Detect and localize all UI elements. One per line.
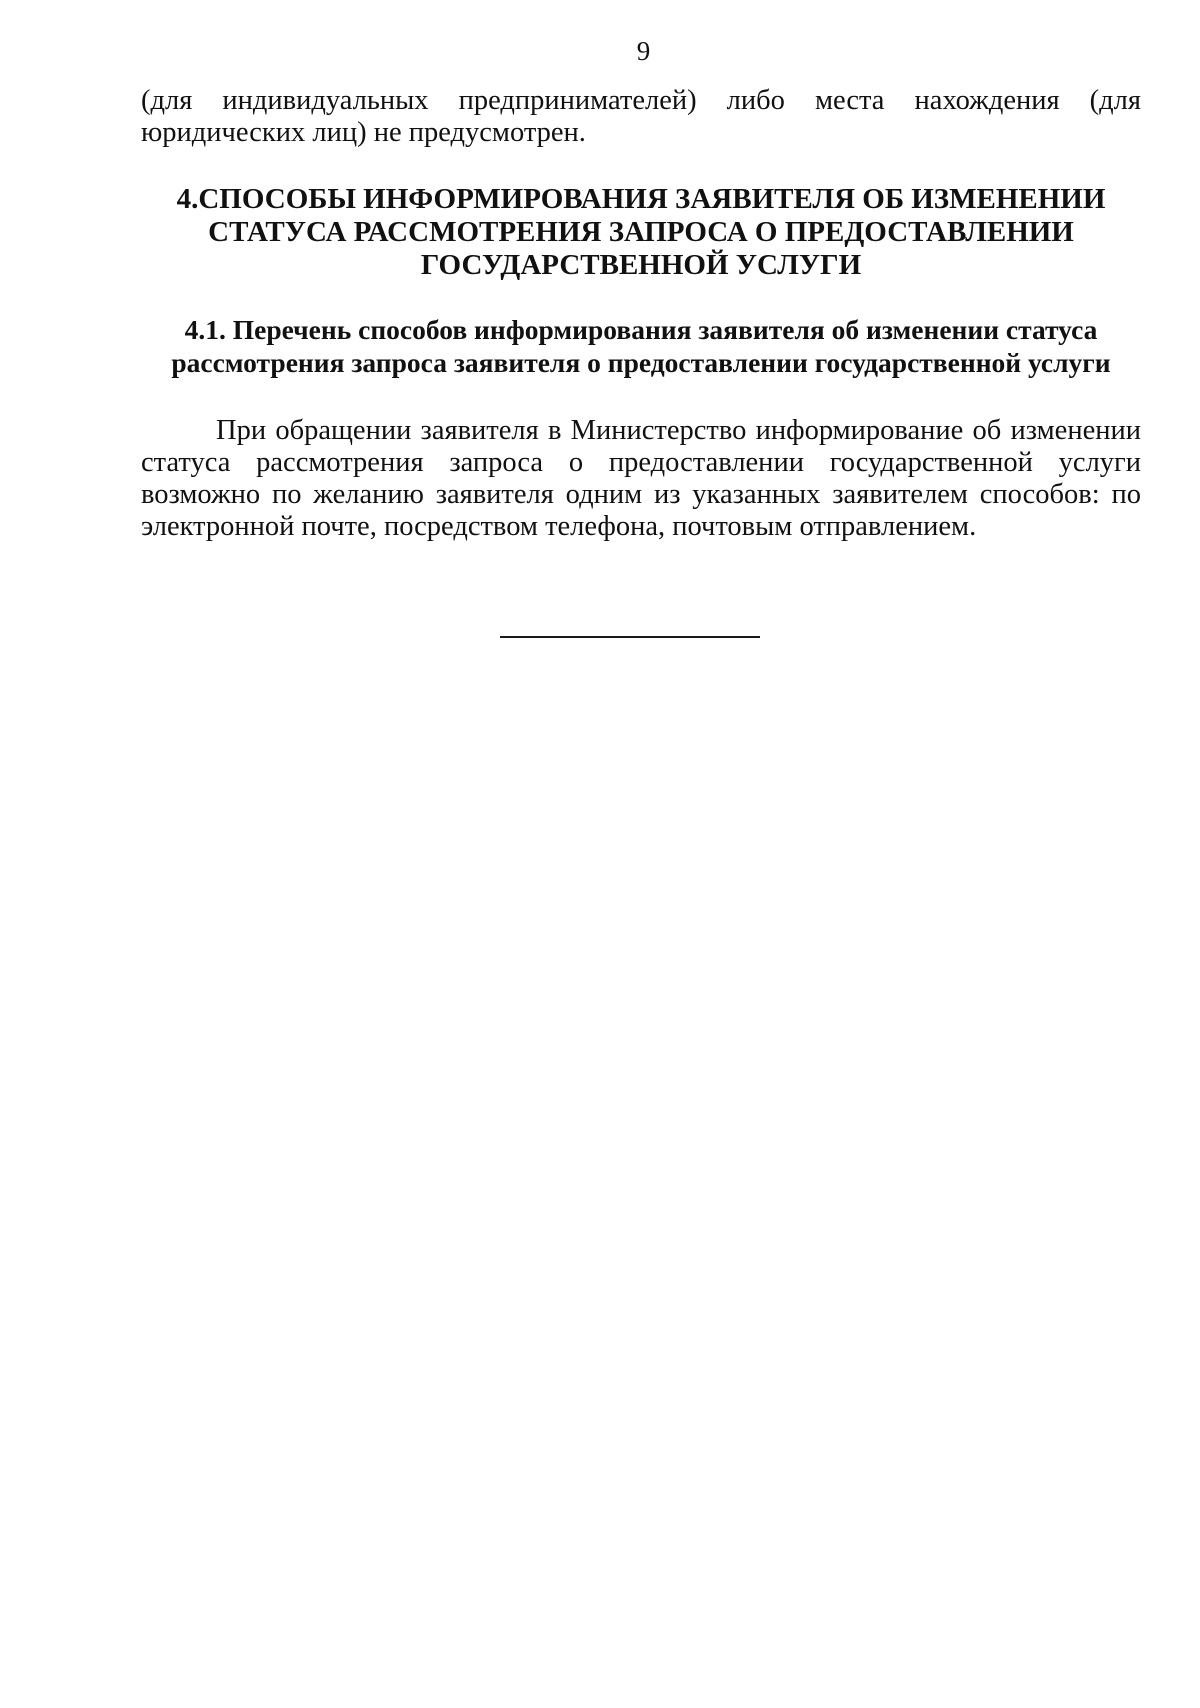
section-heading: 4.СПОСОБЫ ИНФОРМИРОВАНИЯ ЗАЯВИТЕЛЯ ОБ ИЗМЕНЕНИИ СТАТУСА РАССМОТРЕНИЯ ЗАПРОСА О ПРЕДОСТАВЛЕНИИ ГОСУДАРСТВЕННОЙ УСЛУГИ [176,183,1106,281]
subsection-heading: 4.1. Перечень способов информирования заявителя об изменении статуса рассмотрения запроса заявителя о предоставлении государственной услуги [171,314,1111,378]
body-paragraph: При обращении заявителя в Министерство информирование об изменении статуса рассмотрения запроса о предоставлении государственной услуги возможно по желанию заявителя одним из указанных заявителем способов: по электронной почте, посредством телефона, почтовым отправлением. [141,415,1141,542]
end-of-document-rule [500,636,760,638]
continued-paragraph: (для индивидуальных предпринимателей) либо места нахождения (для юридических лиц) не предусмотрен. [141,85,1141,148]
page-number: 9 [636,36,651,66]
